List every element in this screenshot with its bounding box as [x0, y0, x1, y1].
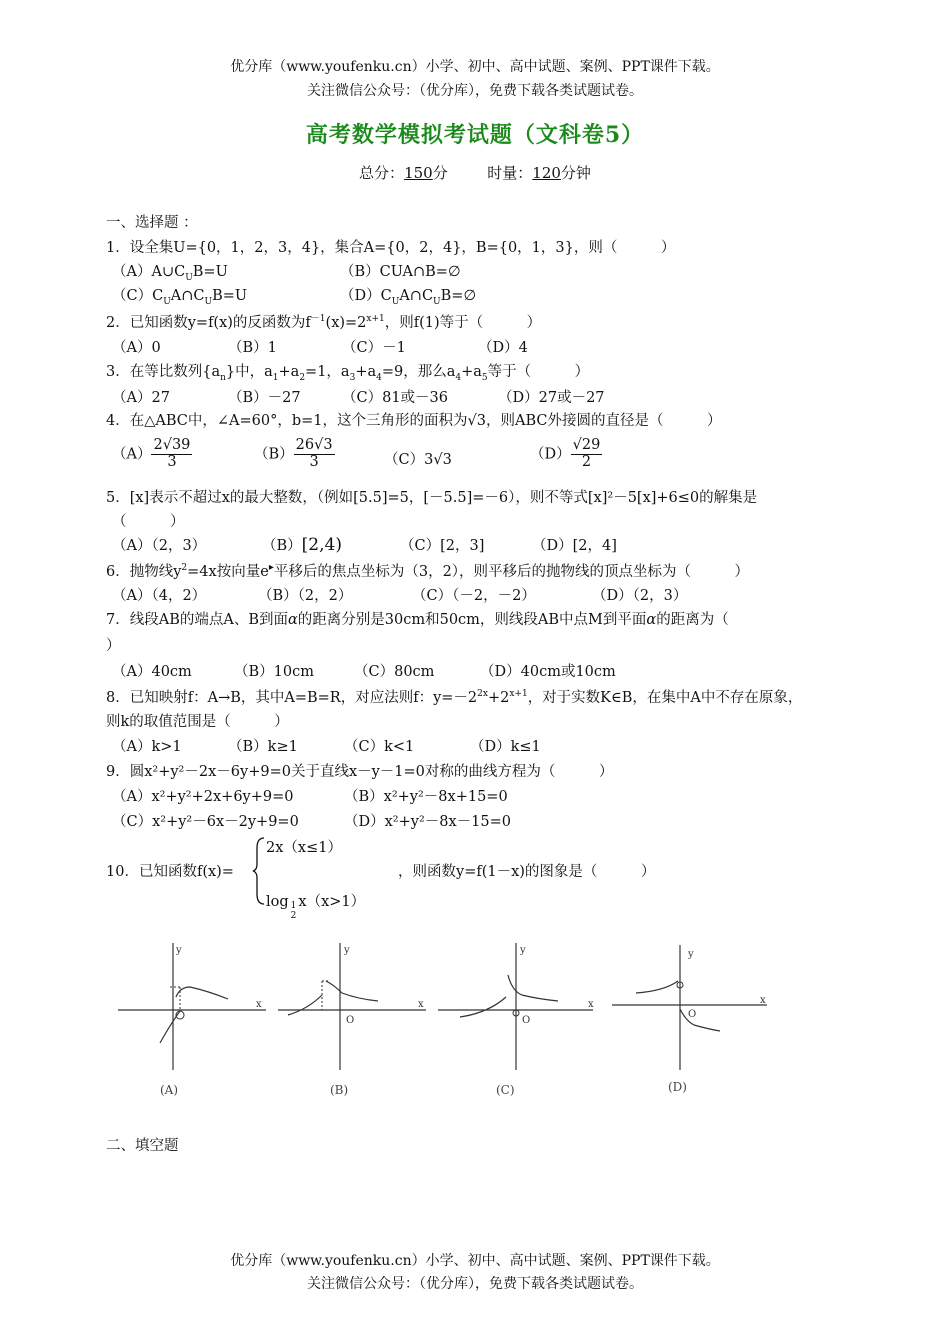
q8-stem-line-2: 则k的取值范围是（ ）: [106, 714, 289, 730]
graph-c-caption: (C): [496, 1083, 515, 1097]
q7-option-b: （B）10cm: [234, 664, 314, 680]
q9-option-c: （C）x²+y²－6x－2y+9=0: [112, 814, 299, 830]
q4-option-c: （C）3√3: [384, 452, 452, 468]
q4-option-d: （D） $\frac{√29}{2}$: [530, 437, 601, 470]
total-label: 总分：: [359, 164, 405, 182]
q6-option-b: （B）（2，2）: [258, 588, 353, 604]
section-1-heading: 一、选择题 ：: [106, 215, 198, 231]
footer-line-2: 关注微信公众号：（优分库），免费下载各类试题试卷。: [307, 1276, 643, 1292]
graph-a-x-label: x: [256, 999, 262, 1010]
q7-option-d: （D）40cm或10cm: [480, 664, 616, 680]
q9-stem: 9．圆x²+y²－2x－6y+9=0关于直线x－y－1=0对称的曲线方程为（ ）: [106, 764, 614, 780]
q9-option-d: （D）x²+y²－8x－15=0: [344, 814, 511, 830]
footer-line-1: 优分库（www.youfenku.cn）小学、初中、高中试题、案例、PPT课件下载。: [230, 1253, 720, 1269]
q5-option-d: （D）[2，4]: [532, 538, 617, 554]
q2-option-d: （D）4: [478, 340, 528, 356]
time-label: 时量：: [487, 164, 533, 182]
graph-a-caption: (A): [160, 1083, 179, 1097]
graph-b-x-label: x: [418, 999, 424, 1010]
q2-option-b: （B）1: [228, 340, 277, 356]
q8-option-d: （D）k≤1: [470, 739, 541, 755]
q7-stem: 7．线段AB的端点A、B到面α的距离分别是30cm和50cm，则线段AB中点M到平面α的距离为（: [106, 612, 729, 628]
q2-option-a: （A）0: [112, 340, 161, 356]
q9-option-a: （A）x²+y²+2x+6y+9=0: [112, 789, 294, 805]
header-line-2: 关注微信公众号：（优分库），免费下载各类试题试卷。: [307, 83, 643, 99]
q10-stem-a: 10．已知函数f(x)=: [106, 864, 234, 880]
graph-b-y-label: y: [344, 945, 350, 956]
q10-stem-b: ，则函数y=f(1－x)的图象是（ ）: [398, 864, 656, 880]
graph-c-x-label: x: [588, 999, 594, 1010]
graph-c-y-label: y: [520, 945, 526, 956]
q6-option-a: （A）（4，2）: [112, 588, 207, 604]
q5-stem: 5．[x]表示不超过x的最大整数，（例如[5.5]=5，[－5.5]=－6），则不等式[x]²－5[x]+6≤0的解集是: [106, 490, 758, 506]
q3-stem: 3．在等比数列$\{a_n\}$中，$a_1+a_2=1$，$a_3+a_4=9$，那么$a_4+a_5$等于（ ）: [106, 364, 590, 383]
graph-d: [612, 935, 772, 1075]
q1-option-b: （B）CUA∩B=∅: [340, 264, 461, 280]
q5-option-a: （A）（2，3）: [112, 538, 207, 554]
q10-brace: [252, 836, 266, 906]
total-unit: 分: [432, 164, 448, 182]
q5-option-c: （C）[2，3]: [400, 538, 485, 554]
graph-d-caption: (D): [668, 1080, 687, 1094]
header-line-1: 优分库（www.youfenku.cn）小学、初中、高中试题、案例、PPT课件下载。: [230, 59, 720, 75]
graph-c-origin: O: [522, 1015, 531, 1026]
graph-b-caption: (B): [330, 1083, 349, 1097]
q8-stem: 8．已知映射f：A→B，其中A=B=R，对应法则f：$y=-2^{2x}+2^{x+1}$，对于实数K∈B，在集中A中不存在原象，: [106, 689, 803, 706]
q6-option-d: （D）（2，3）: [592, 588, 688, 604]
q10-piece-2: log 1 2 x（x>1）: [266, 894, 366, 921]
q8-option-c: （C）k<1: [344, 739, 415, 755]
q3-option-c: （C）81或－36: [342, 390, 448, 406]
q1-option-d: $(D)C_UA\cap C_UB=\emptyset$: [340, 288, 477, 307]
q8-option-a: （A）k>1: [112, 739, 182, 755]
q7-option-a: （A）40cm: [112, 664, 192, 680]
q4-option-a: （A） $\frac{2√39}{3}$: [112, 437, 191, 470]
section-2-heading: 二、填空题: [106, 1138, 179, 1154]
q1-option-c: $(C)C_UA\cap C_UB=U$: [112, 288, 248, 307]
time-value: 120: [532, 164, 561, 182]
q6-stem: 6．抛物线$y^2=4x$按向量e▸平移后的焦点坐标为（3，2），则平移后的抛物线的顶点坐标为（ ）: [106, 562, 750, 580]
graph-a-y-label: y: [176, 945, 182, 956]
q7-close-paren: ）: [106, 638, 121, 654]
q2-stem: 2．已知函数y=f(x)的反函数为$f^{-1}(x)=2^{x+1}$，则f(1)等于（ ）: [106, 314, 542, 331]
q5-option-b: （B）[2,4): [262, 535, 342, 555]
graph-b-origin: O: [346, 1015, 355, 1026]
q3-option-d: （D）27或－27: [498, 390, 605, 406]
total-value: 150: [404, 164, 433, 182]
graph-c: [438, 935, 598, 1075]
q4-stem: 4．在△ABC中，∠A=60°，b=1，这个三角形的面积为√3，则ABC外接圆的直径是（ ）: [106, 413, 722, 429]
graph-a: [118, 935, 268, 1075]
graph-d-y-label: y: [688, 949, 694, 960]
q1-stem: 1．设全集U={0，1，2，3，4}，集合A={0，2，4}，B={0，1，3}，则（ ）: [106, 240, 676, 256]
q2-option-c: （C）－1: [342, 340, 406, 356]
score-line: [0, 162, 950, 183]
graph-b: [278, 935, 428, 1075]
q3-option-b: （B）－27: [228, 390, 301, 406]
q6-option-c: （C）（－2，－2）: [412, 588, 536, 604]
q1-option-a: $(A)A\cup C_UB=U$: [112, 264, 228, 283]
graph-d-x-label: x: [760, 995, 766, 1006]
q4-option-b: （B） $\frac{26√3}{3}$: [254, 437, 333, 470]
q10-piece-1: 2x（x≤1）: [266, 840, 342, 856]
graph-d-origin: O: [688, 1009, 697, 1020]
q3-option-a: （A）27: [112, 390, 170, 406]
time-unit: 分钟: [560, 164, 591, 182]
exam-title: 高考数学模拟考试题（文科卷5）: [305, 122, 645, 148]
q8-option-b: （B）k≥1: [228, 739, 298, 755]
q9-option-b: （B）x²+y²－8x+15=0: [344, 789, 508, 805]
q5-paren: （ ）: [112, 514, 185, 530]
q7-option-c: （C）80cm: [354, 664, 435, 680]
